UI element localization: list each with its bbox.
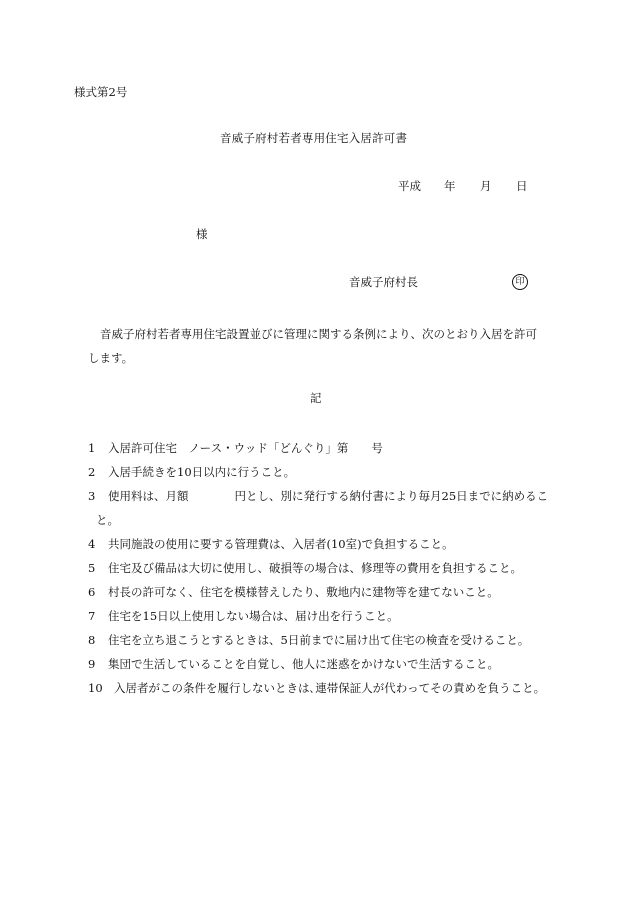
condition-number: 4: [88, 537, 96, 551]
condition-text: 入居手続きを10日以内に行うこと。: [108, 465, 296, 479]
condition-text: 住宅を15日以上使用しない場合は、届け出を行うこと。: [108, 609, 399, 623]
body-line-1: 音威子府村若者専用住宅設置並びに管理に関する条例により、次のとおり入居を許可: [100, 327, 537, 341]
condition-number: 5: [88, 561, 96, 575]
condition-item: [88, 484, 558, 532]
condition-item: [88, 628, 558, 652]
date-month-label: 月: [480, 179, 492, 193]
condition-text-wrap: と。: [96, 513, 119, 527]
condition-text: 入居許可住宅 ノース・ウッド「どんぐり」第 号: [108, 441, 383, 455]
condition-text: 使用料は、月額 円とし、別に発行する納付書により毎月25日までに納めるこ: [108, 489, 549, 503]
seal-mark: 印: [512, 274, 528, 290]
date-year-label: 年: [444, 179, 456, 193]
condition-number: 2: [88, 465, 96, 479]
condition-number: 8: [88, 633, 96, 647]
date-era: 平成: [398, 179, 421, 193]
condition-item: [88, 436, 558, 460]
condition-text: 共同施設の使用に要する管理費は、入居者(10室)で負担すること。: [108, 537, 454, 551]
recipient-honorific: 様: [196, 227, 208, 241]
ki-heading: 記: [310, 391, 322, 405]
condition-text: 住宅及び備品は大切に使用し、破損等の場合は、修理等の費用を負担すること。: [108, 561, 522, 575]
condition-item: [88, 460, 558, 484]
condition-item: [88, 604, 558, 628]
condition-text: 村長の許可なく、住宅を模様替えしたり、敷地内に建物等を建てないこと。: [108, 585, 499, 599]
condition-item: [88, 556, 558, 580]
body-paragraph: [88, 322, 554, 370]
issuer-name: 音威子府村長: [349, 275, 418, 289]
condition-number: 10: [88, 681, 103, 695]
condition-item: [88, 580, 558, 604]
form-number: 様式第2号: [74, 85, 128, 99]
condition-item: [88, 652, 558, 676]
condition-number: 1: [88, 441, 96, 455]
date-day-label: 日: [516, 179, 528, 193]
body-line-2: します。: [88, 351, 134, 365]
condition-text: 住宅を立ち退こうとするときは、5日前までに届け出て住宅の検査を受けること。: [108, 633, 530, 647]
condition-text: 入居者がこの条件を履行しないときは､連帯保証人が代わってその責めを負うこと。: [114, 681, 546, 695]
condition-item: [88, 532, 558, 556]
condition-number: 9: [88, 657, 96, 671]
condition-item: [88, 676, 558, 700]
condition-text: 集団で生活していることを自覚し、他人に迷惑をかけないで生活すること。: [108, 657, 499, 671]
condition-number: 7: [88, 609, 96, 623]
condition-number: 6: [88, 585, 96, 599]
document-title: 音威子府村若者専用住宅入居許可書: [220, 131, 408, 145]
condition-number: 3: [88, 489, 96, 503]
